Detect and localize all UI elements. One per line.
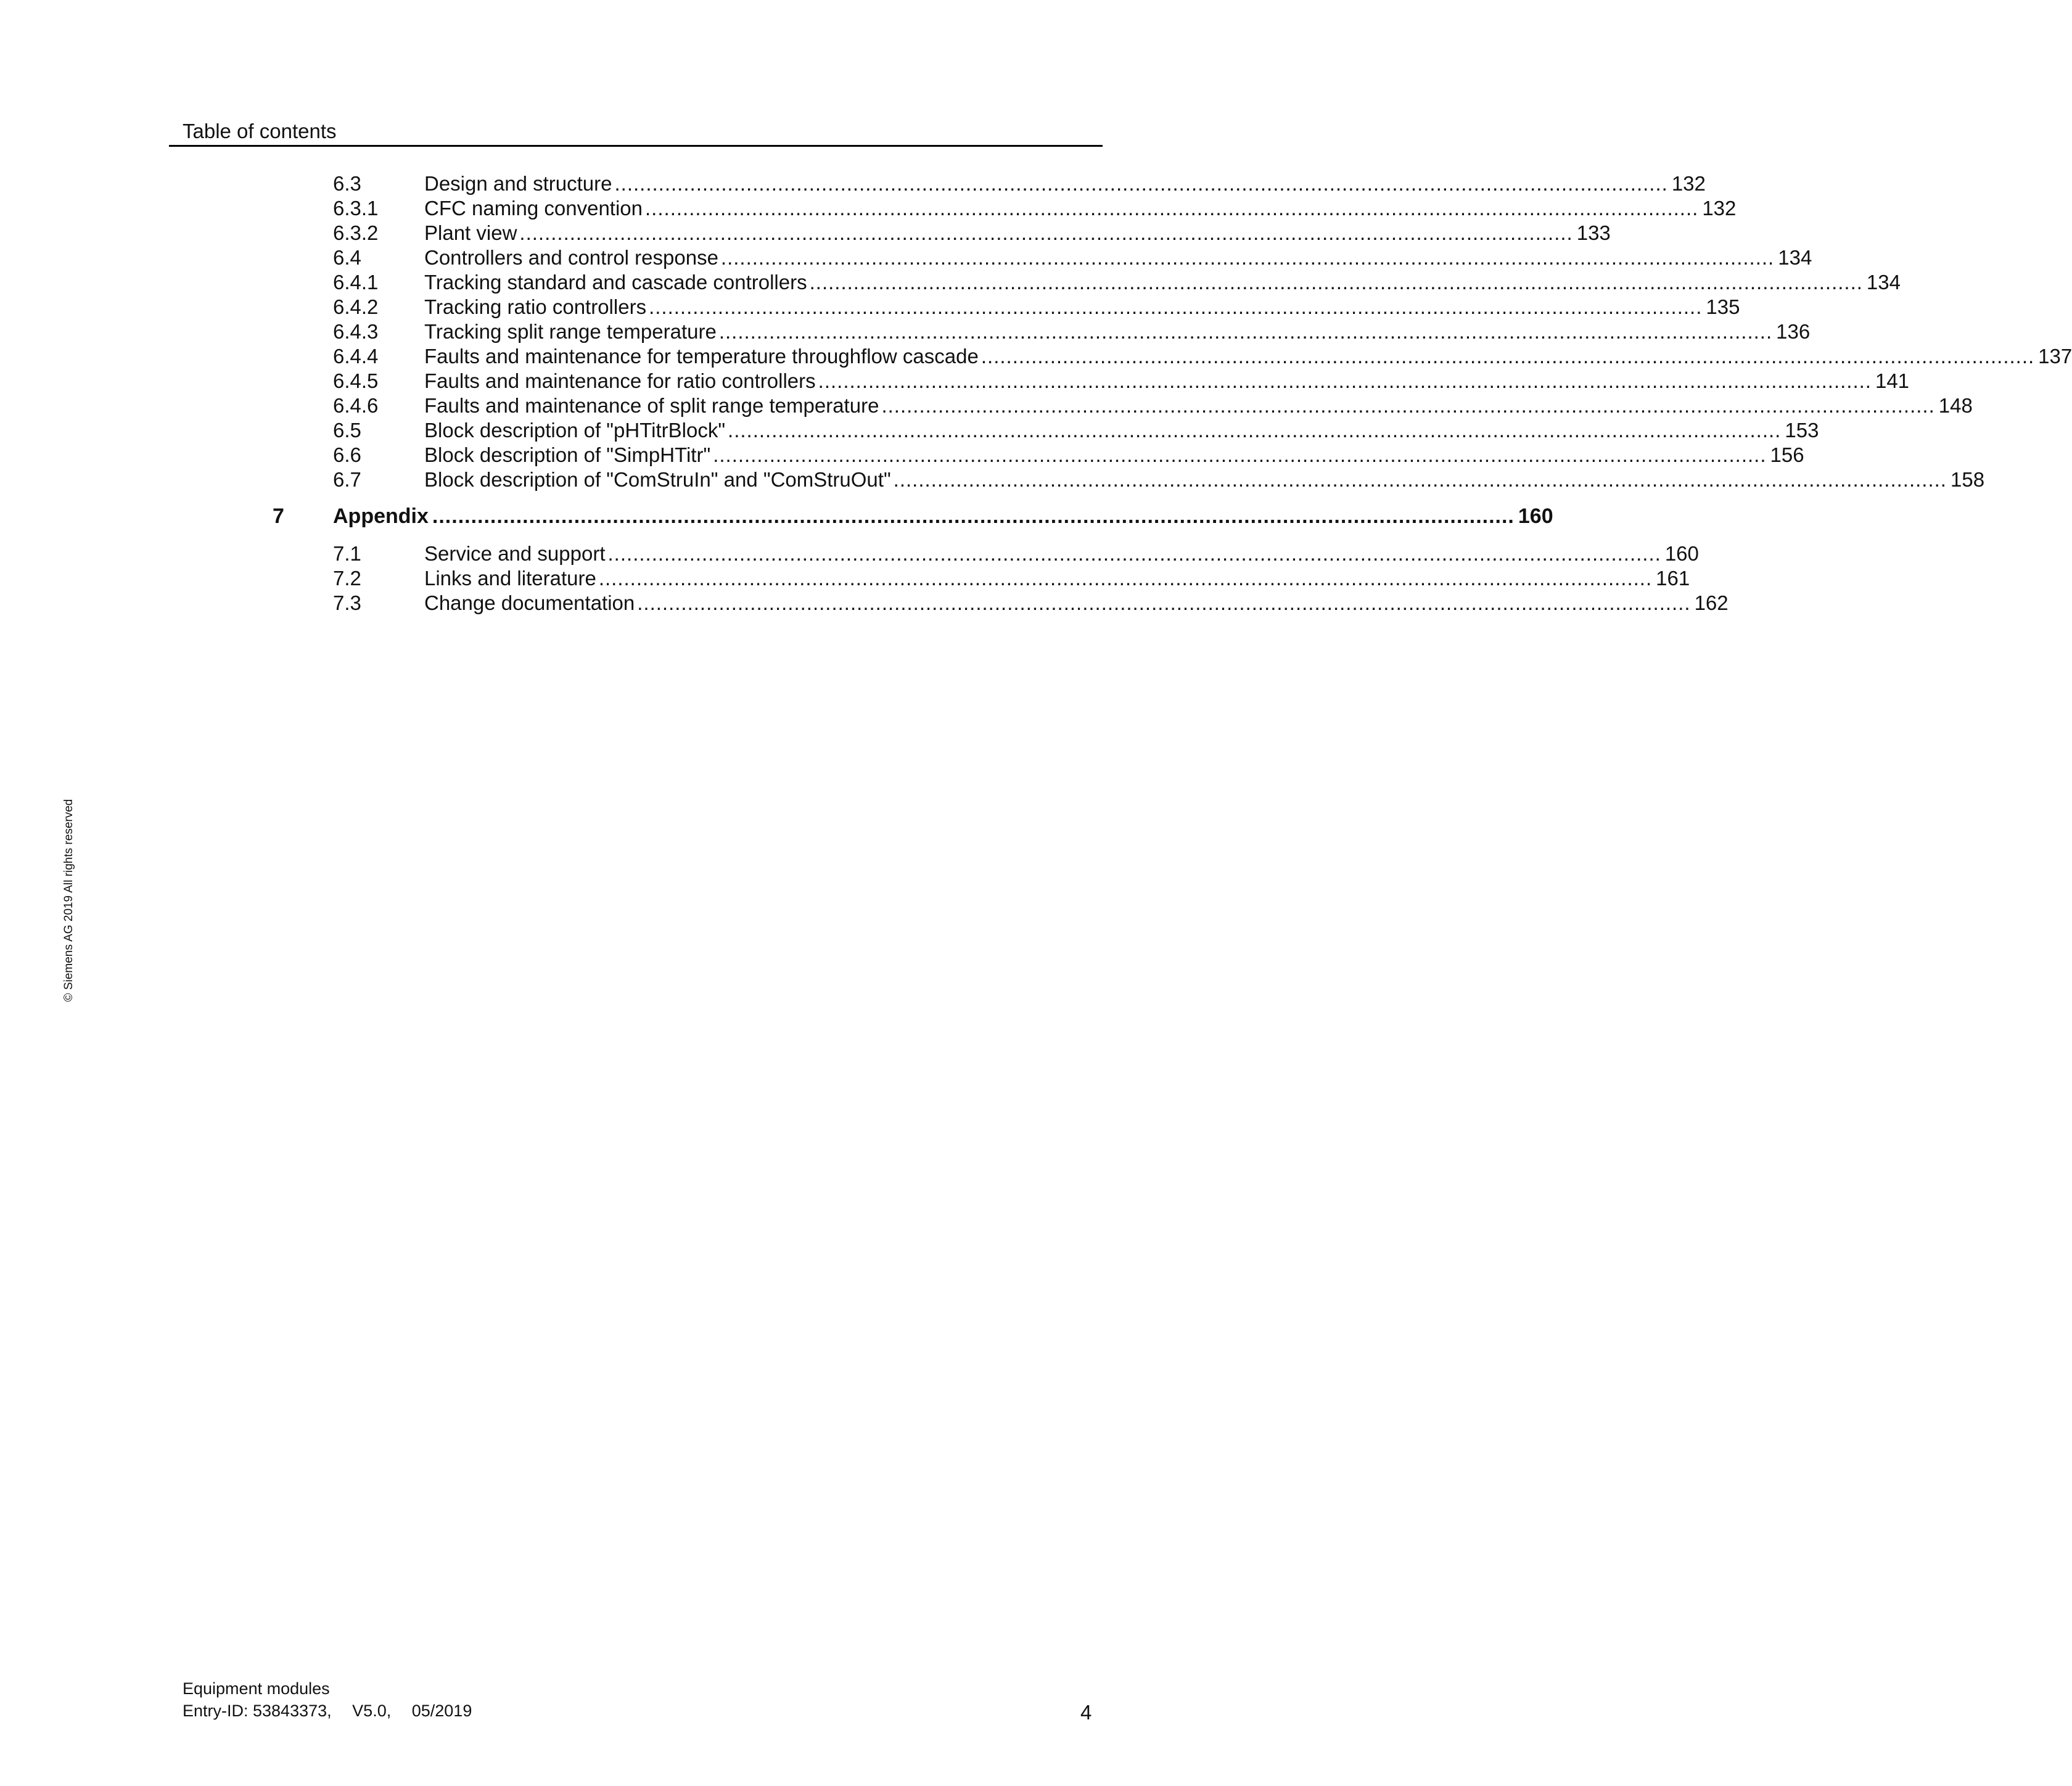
toc-entry-page: 162 (1694, 591, 1729, 614)
toc-entry-number: 6.4.6 (333, 394, 379, 417)
toc-entry[interactable] (333, 245, 1812, 270)
toc-entry-number: 6.3.2 (333, 221, 379, 244)
toc-dot-leader: ........................................................................................................................................................................ (720, 246, 1775, 269)
toc-entry-page: 136 (1776, 320, 1811, 343)
toc-entry[interactable] (333, 319, 1811, 344)
toc-chapter-number: 7 (273, 504, 284, 528)
toc-entry-page: 135 (1706, 295, 1740, 318)
toc-dot-leader: ........................................................................................................................................................................ (980, 345, 2035, 368)
toc-entry-number: 6.4.3 (333, 320, 379, 343)
toc-dot-leader: ........................................................................................................................................................................ (519, 221, 1573, 244)
toc-dot-leader: ........................................................................................................................................................................ (614, 172, 1668, 195)
toc-entry-title: Block description of "ComStruIn" and "ComStruOut" (424, 468, 891, 491)
toc-entry-page: 134 (1778, 246, 1812, 269)
toc-entry-number: 7.2 (333, 567, 361, 590)
toc-entry-title: Change documentation (424, 591, 635, 614)
footer-entry-id: Entry-ID: 53843373, (183, 1702, 332, 1720)
toc-dot-leader: ........................................................................................................................................................................ (713, 443, 1767, 466)
toc-entry-number: 6.7 (333, 468, 361, 491)
toc-entry-page: 134 (1866, 271, 1901, 294)
toc-entry-title: Faults and maintenance of split range temperature (424, 394, 879, 417)
toc-entry[interactable] (333, 221, 1611, 245)
toc-entry-page: 137 (2038, 345, 2072, 368)
toc-dot-leader: ........................................................................................................................................................................ (598, 567, 1653, 590)
toc-entry[interactable] (333, 171, 1706, 196)
toc-entry-title: Plant view (424, 221, 517, 244)
toc-dot-leader: ........................................................................................................................................................................ (718, 320, 1773, 343)
toc-entry-number: 6.3.1 (333, 197, 379, 220)
toc-entry[interactable] (333, 344, 2072, 369)
toc-entry-number: 6.4 (333, 246, 361, 269)
toc-entry-number: 6.4.5 (333, 369, 379, 392)
toc-entry-title: Tracking standard and cascade controllers (424, 271, 807, 294)
toc-dot-leader: ........................................................................................................................................................................ (818, 369, 1872, 392)
toc-entry-page: 133 (1576, 221, 1611, 244)
toc-entry-number: 6.4.2 (333, 295, 379, 318)
toc-entry[interactable] (333, 443, 1804, 467)
copyright-notice: © Siemens AG 2019 All rights reserved (62, 799, 75, 1002)
toc-entry[interactable] (333, 393, 1973, 418)
toc-chapter-title: Appendix (333, 504, 429, 528)
toc-entry-title: Controllers and control response (424, 246, 718, 269)
toc-entry[interactable] (333, 541, 1699, 566)
toc-entry-title: Design and structure (424, 172, 612, 195)
toc-entry[interactable] (333, 295, 1740, 319)
toc-dot-leader: ........................................................................................................................................................................ (809, 271, 1863, 294)
header-title: Table of contents (183, 120, 337, 142)
toc-entry-title: Service and support (424, 542, 606, 565)
toc-entry-title: Faults and maintenance for temperature throughflow cascade (424, 345, 979, 368)
toc-entry-title: Block description of "SimpHTitr" (424, 443, 711, 466)
toc-entry-title: Links and literature (424, 567, 596, 590)
toc-dot-leader: ........................................................................................................................................................................ (607, 542, 1661, 565)
toc-entry-page: 158 (1950, 468, 1985, 491)
footer-date: 05/2019 (411, 1702, 472, 1720)
toc-entry-number: 6.3 (333, 172, 361, 195)
toc-entry-title: Tracking split range temperature (424, 320, 717, 343)
page-number: 4 (1080, 1701, 1092, 1724)
toc-entry[interactable] (333, 467, 1985, 492)
toc-entry-page: 161 (1656, 567, 1690, 590)
toc-entry-page: 148 (1938, 394, 1973, 417)
footer-document-title: Equipment modules (183, 1679, 330, 1698)
toc-entry-number: 6.4.1 (333, 271, 379, 294)
toc-entry-title: CFC naming convention (424, 197, 643, 220)
toc-entry[interactable] (333, 418, 1819, 443)
footer-entry-line (183, 1701, 472, 1721)
toc-entry-number: 7.1 (333, 542, 361, 565)
footer-version: V5.0, (352, 1702, 392, 1720)
toc-entry-page: 156 (1770, 443, 1804, 466)
toc-chapter[interactable] (273, 503, 1553, 529)
toc-entry-page: 132 (1671, 172, 1706, 195)
toc-entry-number: 6.6 (333, 443, 361, 466)
toc-entry[interactable] (333, 196, 1737, 221)
toc-entry[interactable] (333, 369, 1910, 393)
toc-entry[interactable] (333, 591, 1729, 615)
page-header (169, 118, 1103, 147)
toc-entry[interactable] (333, 270, 1901, 295)
toc-dot-leader: ........................................................................................................................................................................ (645, 197, 1699, 220)
toc-dot-leader: ........................................................................................................................................................................ (637, 591, 1691, 614)
toc-entry-page: 132 (1702, 197, 1737, 220)
toc-dot-leader: ........................................................................................................................................................................ (881, 394, 1935, 417)
toc-entry-number: 6.5 (333, 419, 361, 442)
toc-dot-leader: ........................................................................................................................................................................ (432, 504, 1515, 528)
toc-entry-page: 153 (1785, 419, 1819, 442)
toc-dot-leader: ........................................................................................................................................................................ (649, 295, 1703, 318)
toc-entry-page: 141 (1875, 369, 1910, 392)
toc-chapter-page: 160 (1518, 504, 1553, 528)
toc-dot-leader: ........................................................................................................................................................................ (893, 468, 1947, 491)
toc-dot-leader: ........................................................................................................................................................................ (728, 419, 1782, 442)
toc-entry-number: 7.3 (333, 591, 361, 614)
toc-entry-title: Faults and maintenance for ratio controllers (424, 369, 816, 392)
toc-entry-title: Tracking ratio controllers (424, 295, 647, 318)
toc-entry-page: 160 (1664, 542, 1699, 565)
toc-entry-title: Block description of "pHTitrBlock" (424, 419, 726, 442)
toc-entry[interactable] (333, 566, 1690, 591)
toc-entry-number: 6.4.4 (333, 345, 379, 368)
